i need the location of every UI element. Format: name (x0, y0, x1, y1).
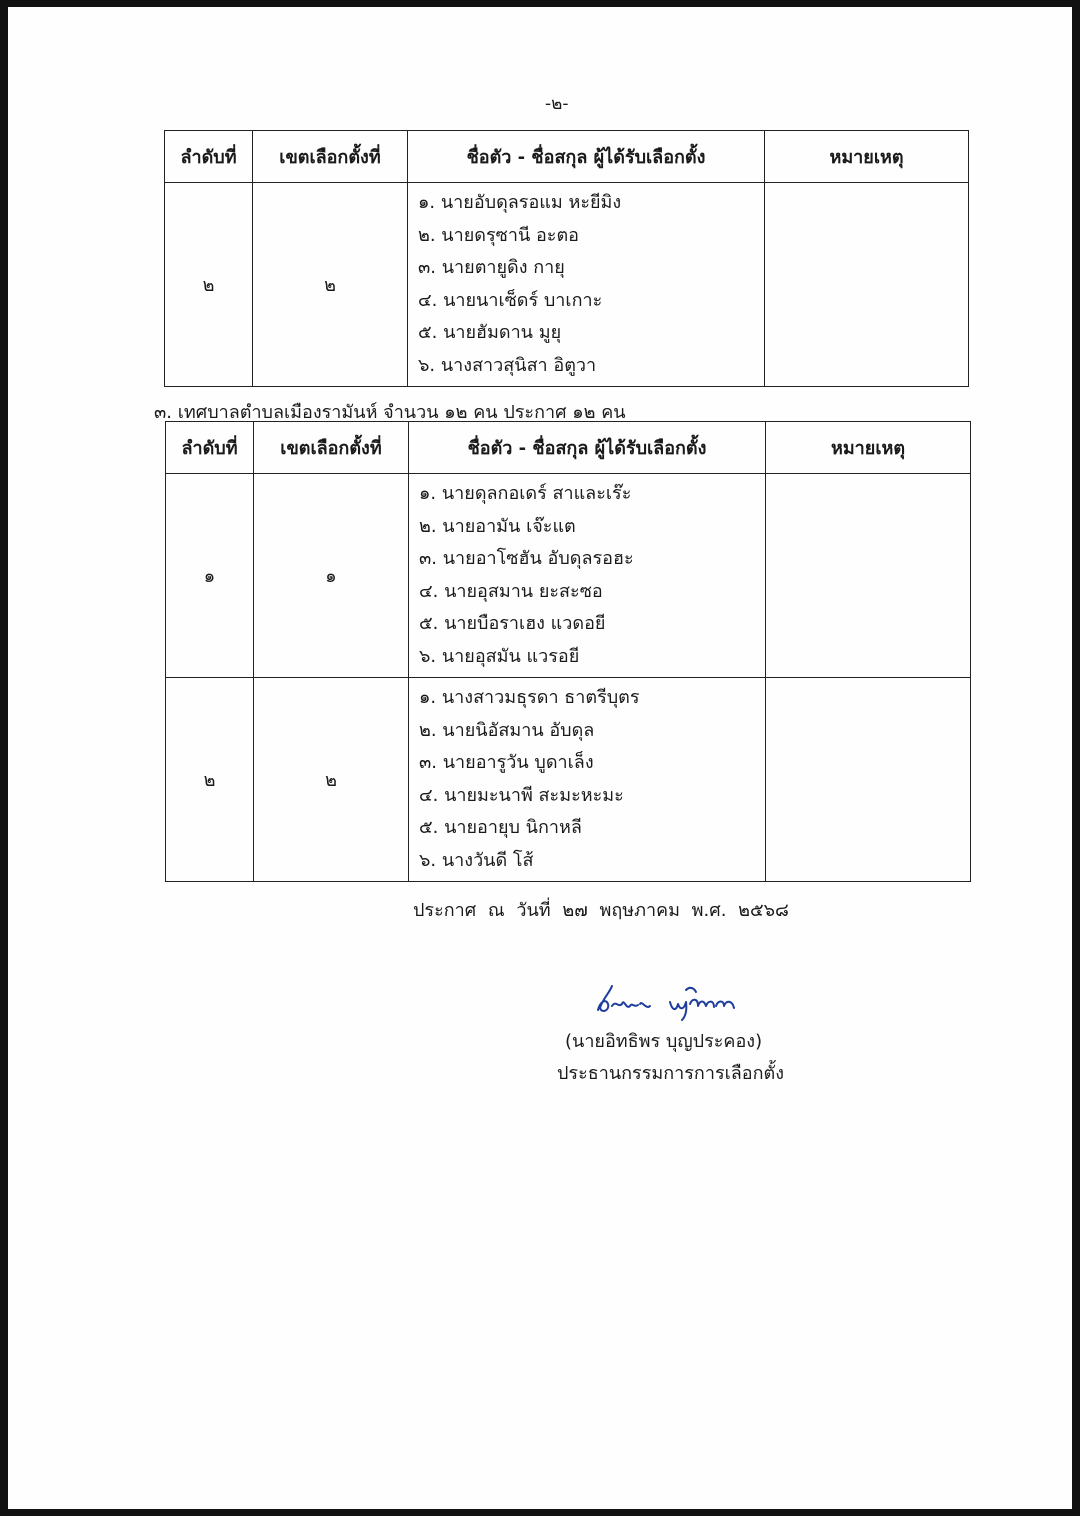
header-order: ลำดับที่ (166, 422, 254, 474)
elected-name: ๓. นายอาโซฮัน อับดุลรอฮะ (419, 548, 634, 569)
header-order: ลำดับที่ (165, 131, 253, 183)
district-cell: ๑ (254, 474, 409, 678)
elected-name: ๔. นายนาเซ็ดร์ บาเกาะ (418, 289, 603, 311)
table-header-row (166, 422, 971, 474)
elected-name: ๕. นายบือราเฮง แวดอยี (419, 613, 606, 634)
names-cell (409, 678, 766, 882)
results-table-1 (164, 130, 969, 387)
elected-name: ๔. นายอุสมาน ยะสะซอ (419, 580, 603, 602)
header-district: เขตเลือกตั้งที่ (254, 422, 409, 474)
header-remarks: หมายเหตุ (765, 131, 969, 183)
names-cell (409, 474, 766, 678)
elected-name: ๕. นายฮัมดาน มูยุ (418, 322, 562, 343)
elected-name: ๖. นายอุสมัน แวรอยี (419, 645, 580, 667)
section-3-heading: ๓. เทศบาลตำบลเมืองรามันห์ จำนวน ๑๒ คน ประกาศ ๑๒ คน (154, 402, 626, 423)
announcement-date: ประกาศ ณ วันที่ ๒๗ พฤษภาคม พ.ศ. ๒๕๖๘ (413, 900, 789, 921)
remarks-cell (766, 474, 971, 678)
elected-name: ๑. นายดุลกอเดร์ สาและเร๊ะ (419, 483, 632, 504)
signer-title: ประธานกรรมการการเลือกตั้ง (557, 1063, 784, 1084)
remarks-cell (765, 183, 969, 387)
header-name: ชื่อตัว - ชื่อสกุล ผู้ได้รับเลือกตั้ง (409, 422, 766, 474)
header-district: เขตเลือกตั้งที่ (253, 131, 408, 183)
header-remarks: หมายเหตุ (766, 422, 971, 474)
order-cell: ๒ (166, 678, 254, 882)
page-number: -๒- (545, 94, 569, 114)
elected-name: ๑. นางสาวมธุรดา ธาตรีบุตร (419, 687, 640, 708)
elected-name: ๕. นายอายุบ นิกาหลี (419, 817, 582, 838)
elected-name: ๒. นายนิอัสมาน อับดุล (419, 719, 595, 741)
table-row (166, 474, 971, 678)
elected-name: ๓. นายอารูวัน บูดาเล็ง (419, 752, 594, 773)
order-cell: ๒ (165, 183, 253, 387)
elected-name: ๓. นายตายูดิง กายุ (418, 257, 565, 278)
district-cell: ๒ (254, 678, 409, 882)
table-header-row (165, 131, 969, 183)
header-name: ชื่อตัว - ชื่อสกุล ผู้ได้รับเลือกตั้ง (408, 131, 765, 183)
remarks-cell (766, 678, 971, 882)
names-cell (408, 183, 765, 387)
elected-name: ๔. นายมะนาพี สะมะหะมะ (419, 784, 624, 806)
table-row (166, 678, 971, 882)
elected-name: ๒. นายอามัน เจ๊ะแต (419, 515, 576, 537)
results-table-2 (165, 421, 971, 882)
elected-name: ๑. นายอับดุลรอแม หะยีมิง (418, 192, 622, 213)
elected-name: ๒. นายดรุซานี อะตอ (418, 224, 579, 246)
district-cell: ๒ (253, 183, 408, 387)
signer-name: (นายอิทธิพร บุญประคอง) (565, 1031, 763, 1052)
elected-name: ๖. นางสาวสุนิสา อิตูวา (418, 354, 597, 376)
signature (590, 980, 750, 1022)
table-row (165, 183, 969, 387)
elected-name: ๖. นางวันดี โส้ (419, 849, 534, 871)
order-cell: ๑ (166, 474, 254, 678)
